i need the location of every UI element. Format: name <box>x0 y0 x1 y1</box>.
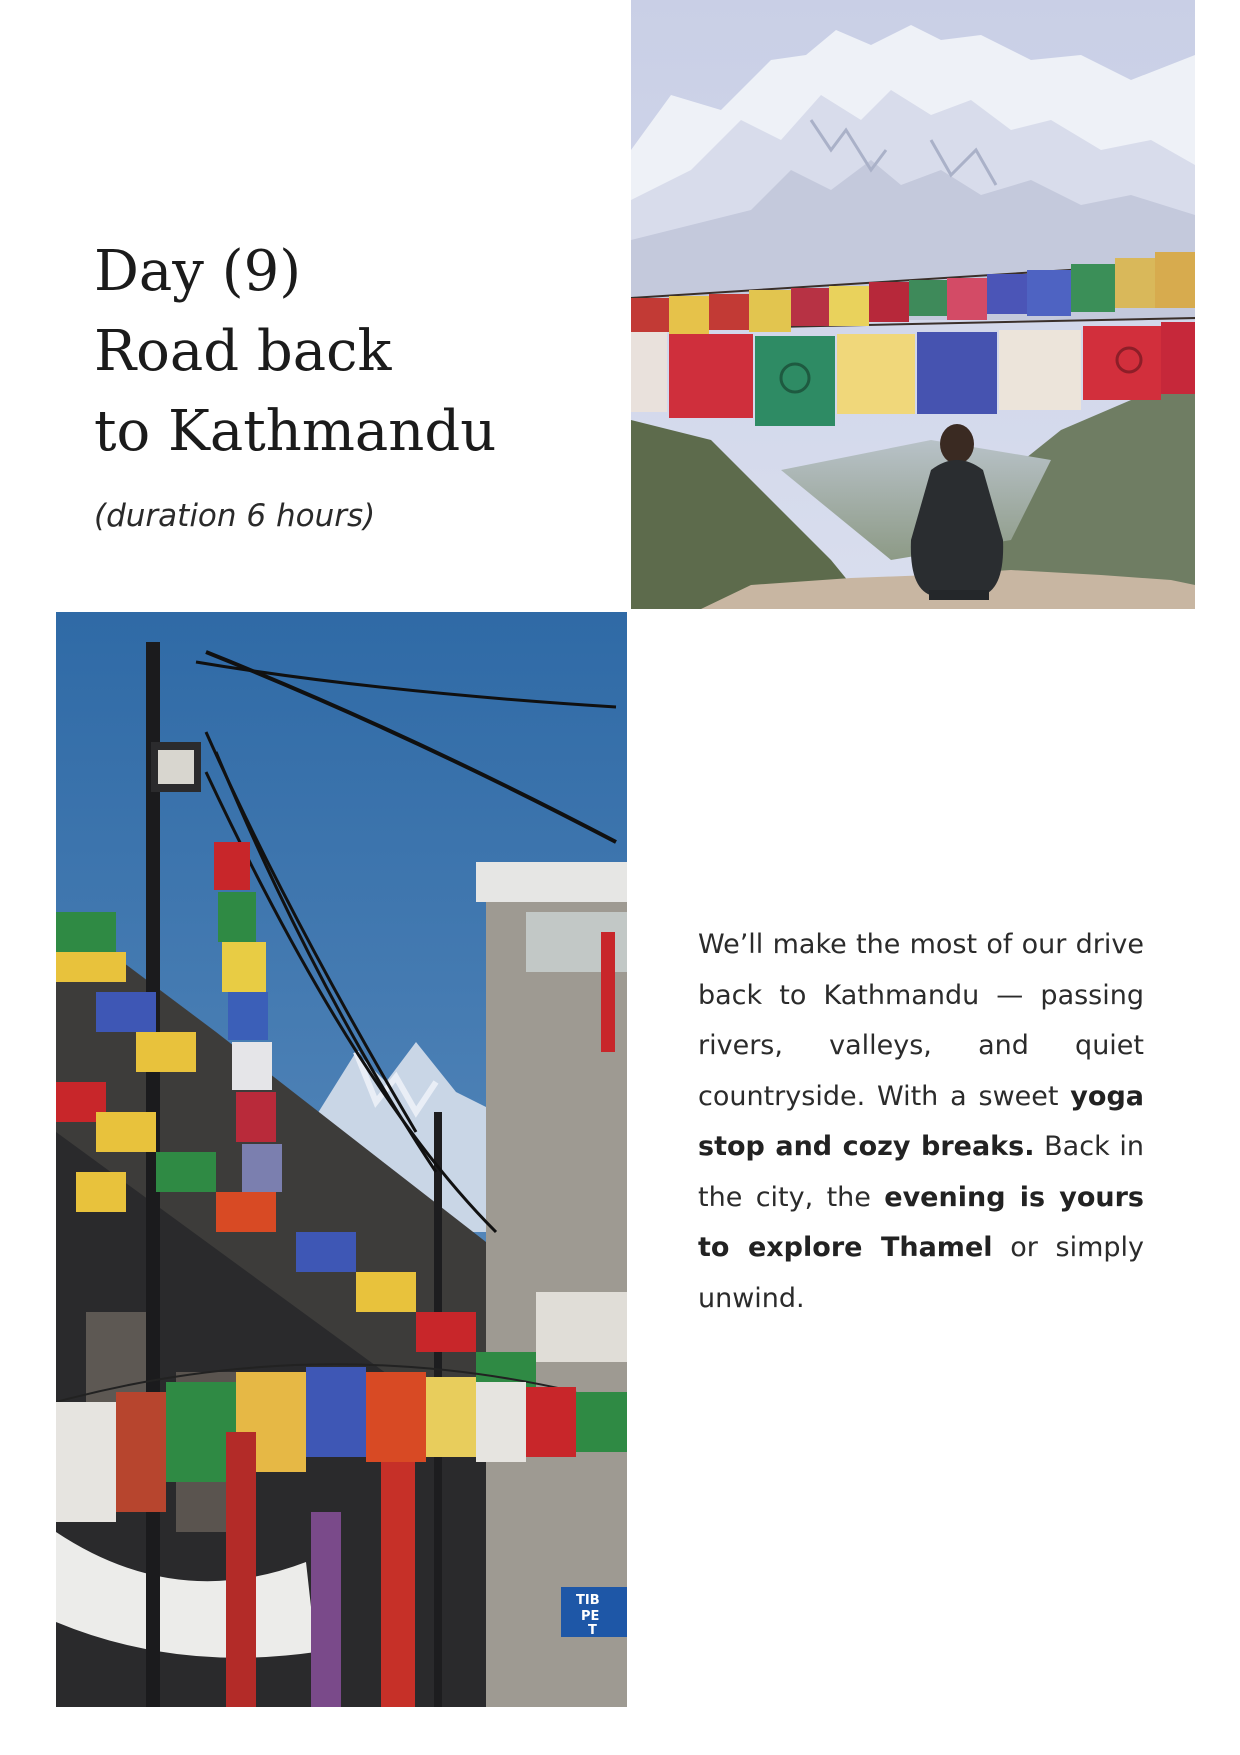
mountain-photo-illustration <box>631 0 1195 609</box>
title-line-day: Day (9) <box>94 239 302 304</box>
street-prayer-flags-photo <box>56 612 627 1707</box>
description-text-3: or simply unwind. <box>698 1232 1144 1314</box>
sign-text-line1: TIB <box>576 1593 600 1608</box>
sign-text-line2: PE <box>581 1609 600 1624</box>
description-emphasis-thamel: evening is yours to explore Thamel <box>698 1181 1144 1263</box>
title-line-road: Road back <box>94 319 392 384</box>
day-description <box>698 920 1144 1324</box>
duration-subtitle: (duration 6 hours) <box>94 498 376 534</box>
sign-text-line3: T <box>588 1623 597 1638</box>
description-text-1: We’ll make the most of our drive back to Kathmandu — passing rivers, valleys, and quiet countryside. With a sweet <box>698 929 1144 1112</box>
description-emphasis-yoga: yoga stop and cozy breaks. <box>698 1080 1144 1162</box>
title-line-destination: to Kathmandu <box>94 399 497 464</box>
description-text-2: Back in the city, the <box>698 1131 1145 1213</box>
mountain-prayer-flags-photo <box>631 0 1195 609</box>
street-photo-illustration <box>56 612 627 1707</box>
page-title <box>94 232 496 472</box>
